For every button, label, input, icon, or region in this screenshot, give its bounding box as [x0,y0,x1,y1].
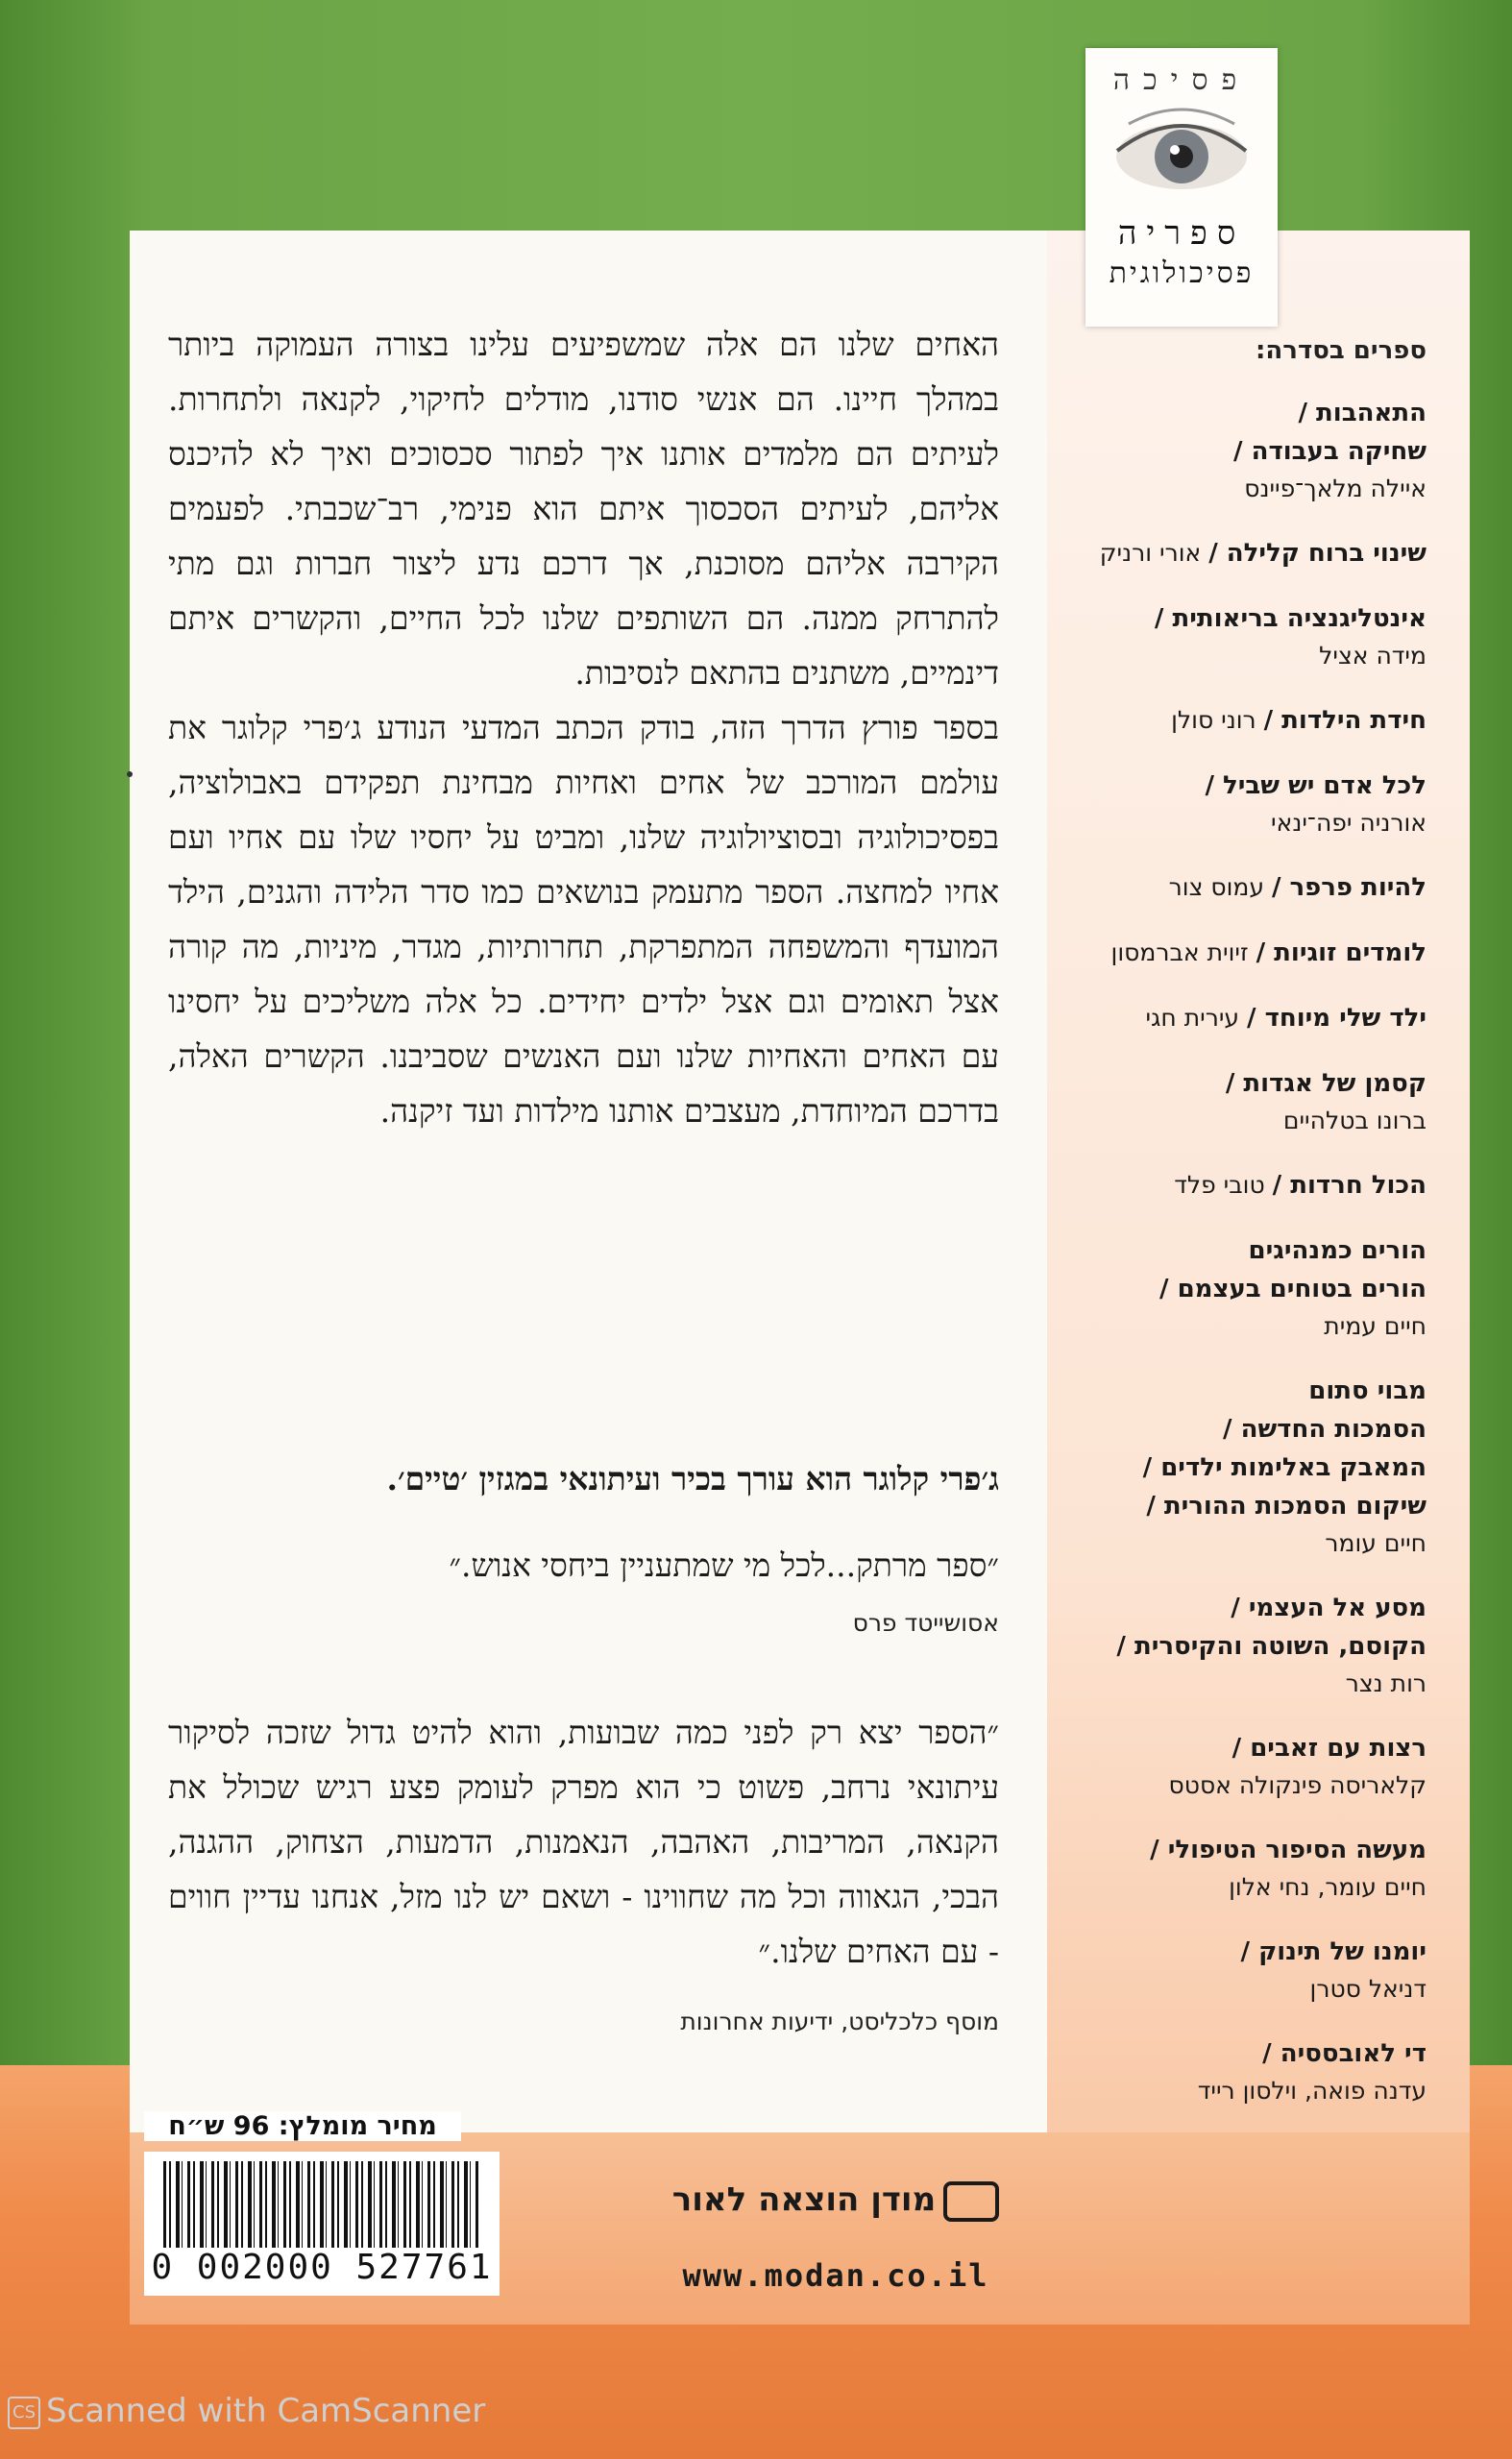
barcode-number: 0 002000 527761 [151,2248,493,2287]
series-book-author: חיים עומר, נחי אלון [1229,1873,1427,1901]
series-book-title: לכל אדם יש שביל / [1205,771,1427,800]
publisher-text: מודן הוצאה לאור [671,2180,937,2219]
series-book-title: יומנו של תינוק / [1240,1937,1427,1966]
series-book-title: שיקום הסמכות ההורית / [1146,1492,1427,1521]
author-bio: ג׳פרי קלוגר הוא עורך בכיר ועיתונאי במגזין ׳טיים׳. [386,1460,999,1497]
series-book-title: המאבק באלימות ילדים / [1142,1453,1427,1482]
review-quote-2: ״הספר יצא רק לפני כמה שבועות, והוא להיט גדול שזכה לסיקור עיתונאי נרחב, פשוט כי הוא מפרק לעומק פצע רגיש שכולל את הקנאה, המריבות, האהבה, הנאמנות, הדמעות, הצחוק, ההגנה, הבכי, הגאווה וכל מה שחווינו - ושאם יש לנו מזל, אנחנו עדיין חווים - עם האחים שלנו.״ [168,1714,999,1970]
review-source-1: אסושייטד פרס [852,1609,999,1637]
series-book-title: שחיקה בעבודה / [1233,437,1427,466]
series-book-item [1066,1166,1427,1205]
series-book-title: די לאובססיה / [1262,2039,1427,2068]
series-book-title: חידת הילדות / רוני סולן [1171,706,1427,735]
series-book-title: מעשה הסיפור הטיפולי / [1150,1836,1427,1864]
review-source-2: מוסף כלכליסט, ידיעות אחרונות [680,2008,999,2035]
series-book-author: חיים עמית [1324,1312,1427,1340]
camscanner-icon: CS [8,2397,40,2429]
series-book-author: טובי פלד [1174,1171,1273,1199]
stray-dot [127,771,133,777]
series-book-title: אינטליגנציה בריאותית / [1154,604,1427,633]
series-book-author: רוני סולן [1171,706,1264,734]
series-book-title: מסע אל העצמי / [1231,1594,1427,1622]
series-book-item [1066,999,1427,1037]
series-book-author: עדנה פואה, וילסון רייד [1197,2077,1427,2105]
publisher-logo-icon [943,2181,999,2222]
series-book-item [1066,534,1427,572]
series-book-title: לומדים זוגיות / זיוית אברמסון [1110,938,1427,967]
series-book-author: איילה מלאך־פיינס [1244,475,1427,502]
series-book-item [1066,2034,1427,2109]
series-book-title: שינוי ברוח קלילה / אורי ורניק [1099,539,1427,568]
series-book-author: דניאל סטרן [1309,1975,1427,2003]
series-book-list [1066,394,1427,2136]
series-book-item [1066,1729,1427,1804]
series-book-author: עמוס צור [1168,873,1272,901]
series-book-item [1066,394,1427,507]
series-title: ספרים בסדרה: [1256,336,1427,365]
series-book-title: הורים כמנהיגים [1248,1236,1427,1265]
price-label: מחיר מומלץ: 96 ש״ח [144,2111,461,2141]
series-book-item [1066,1372,1427,1562]
series-book-title: הורים בטוחים בעצמם / [1159,1275,1427,1303]
series-book-item [1066,1231,1427,1345]
series-book-item [1066,701,1427,740]
series-book-author: עירית חגי [1145,1004,1248,1032]
series-book-author: מידה אציל [1319,642,1427,670]
blurb-paragraph-1: האחים שלנו הם אלה שמשפיעים עלינו בצורה העמוקה ביותר במהלך חיינו. הם אנשי סודנו, מודלים לחיקוי, לקנאה ולתחרות. לעיתים הם מלמדים אותנו איך לפתור סכסוכים ואיך לא להיכנס אליהם, לעיתים הסכסוך איתם הוא פנימי, רב־שכבתי. לפעמים הקירבה אליהם מסוכנת, אך דרכם נדע ליצור חברות וגם מתי להתרחק ממנה. הם השותפים שלנו לכל החיים, והקשרים איתם דינמיים, משתנים בהתאם לנסיבות. [168,326,1000,692]
series-book-title: קסמן של אגדות / [1225,1069,1427,1098]
eye-icon [1110,101,1254,207]
series-book-item [1066,599,1427,674]
series-book-item [1066,868,1427,907]
blurb-paragraph-2: בספר פורץ הדרך הזה, בודק הכתב המדעי הנודע ג׳פרי קלוגר את עולמם המורכב של אחים ואחיות מבחינת תפקידם באבולוציה, בפסיכולוגיה ובסוציולוגיה שלנו, ומביט על יחסיו שלו עם אחיו ועם אחיו למחצה. הספר מתעמק בנושאים כמו סדר הלידה והגנים, הילד המועדף והמשפחה המתפרקת, תחרותיות, מגדר, מיניות, מה קורה אצל תאומים וגם אצל ילדים יחידים. כל אלה משליכים על יחסינו עם האחים והאחיות שלנו ועם האנשים שסביבנו. הקשרים האלה, בדרכם המיוחדת, מעצבים אותנו מילדות ועד זיקנה. [168,709,999,1130]
review-quote-1: ״ספר מרתק...לכל מי שמתעניין ביחסי אנוש.״ [449,1546,999,1584]
watermark-text: Scanned with CamScanner [46,2392,486,2430]
series-book-title: התאהבות / [1298,399,1427,427]
series-book-title: ילד שלי מיוחד / עירית חגי [1145,1004,1427,1033]
scanner-watermark [8,2392,680,2430]
series-book-author: אורניה יפה־ינאי [1271,809,1427,837]
series-book-title: הסמכות החדשה / [1223,1415,1427,1444]
series-book-title: רצות עם זאבים / [1232,1734,1427,1763]
series-book-item [1066,1064,1427,1139]
barcode [144,2152,500,2296]
series-logo [1085,48,1278,327]
series-book-title: להיות פרפר / עמוס צור [1168,873,1427,902]
series-book-author: רות נצר [1345,1669,1427,1697]
series-book-title: מבוי סתום [1308,1376,1427,1405]
logo-mid-text: ספריה [1117,214,1246,253]
logo-top-text: פסיכה [1112,63,1251,97]
series-book-author: ברונו בטלהיים [1282,1107,1427,1134]
series-book-item [1066,1589,1427,1702]
publisher-url: www.modan.co.il [682,2257,989,2294]
series-book-title: הקוסם, השוטה והקיסרית / [1116,1632,1427,1661]
series-book-item [1066,934,1427,972]
series-book-item [1066,1933,1427,2008]
series-book-author: אורי ורניק [1099,539,1209,567]
publisher-name [663,2180,1009,2222]
series-book-item [1066,767,1427,841]
series-book-author: קלאריסה פינקולה אסטס [1168,1771,1427,1799]
barcode-bars [163,2161,480,2248]
series-book-author: חיים עומר [1325,1529,1427,1557]
series-book-item [1066,1831,1427,1906]
logo-bottom-text: פסיכולוגית [1109,256,1255,290]
back-cover-blurb [168,317,999,1138]
series-book-author: זיוית אברמסון [1110,938,1256,966]
series-book-title: הכול חרדות / טובי פלד [1174,1171,1427,1200]
